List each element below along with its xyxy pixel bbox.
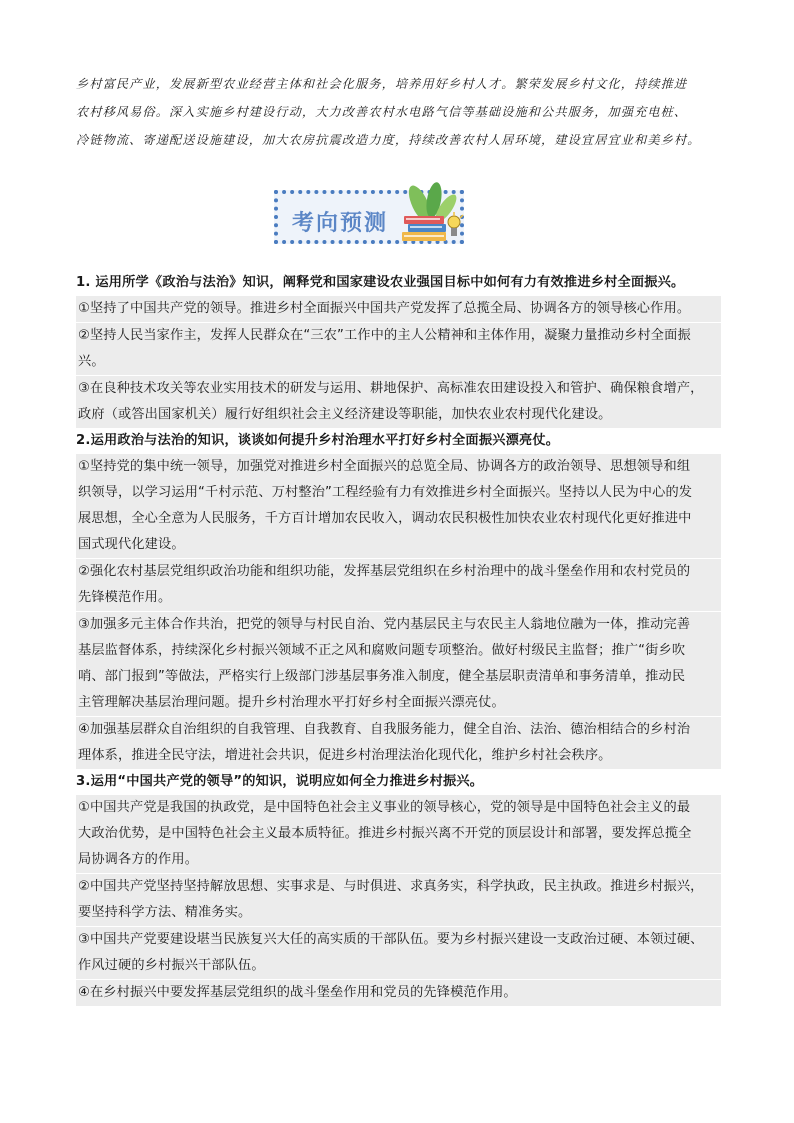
- answer-line: 要坚持科学方法、精准务实。: [78, 905, 252, 920]
- answer-line: ①坚持党的集中统一领导，加强党对推进乡村全面振兴的总览全局、协调各方的政治领导、思想领导和组: [78, 459, 691, 474]
- answer-line: 国式现代化建设。: [78, 537, 185, 552]
- banner-title: 考向预测: [292, 211, 389, 236]
- answer-block: [76, 874, 721, 926]
- answer-line: ③中国共产党要建设堪当民族复兴大任的高实质的干部队伍。要为乡村振兴建设一支政治过硬、本领过硬、: [78, 932, 704, 947]
- answer-block: [76, 795, 721, 873]
- answer-line: ①中国共产党是我国的执政党，是中国特色社会主义事业的领导核心，党的领导是中国特色社会主义的最: [78, 800, 691, 815]
- answer-line: ③在良种技术攻关等农业实用技术的研发与运用、耕地保护、高标准农田建设投入和管护、确保粮食增产，: [78, 381, 704, 396]
- answer-line: ④在乡村振兴中要发挥基层党组织的战斗堡垒作用和党员的先锋模范作用。: [78, 985, 517, 1000]
- answer-line: 织领导，以学习运用“千村示范、万村整治”工程经验有力有效推进乡村全面振兴。坚持以人民为中心的发: [78, 485, 693, 500]
- answer-block: [76, 612, 721, 716]
- question-title: 2.运用政治与法治的知识，谈谈如何提升乡村治理水平打好乡村全面振兴漂亮仗。: [76, 433, 560, 448]
- answer-line: 政府（或答出国家机关）履行好组织社会主义经济建设等职能，加快农业农村现代化建设。: [78, 407, 612, 422]
- question-title: 1. 运用所学《政治与法治》知识，阐释党和国家建设农业强国目标中如何有力有效推进乡村全面振兴。: [76, 275, 685, 290]
- answer-line: 作风过硬的乡村振兴干部队伍。: [78, 958, 265, 973]
- answer-line: ②坚持人民当家作主，发挥人民群众在“三农”工作中的主人公精神和主体作用，凝聚力量推动乡村全面振: [78, 328, 691, 343]
- answer-line: 哨、部门报到”等做法，严格实行上级部门涉基层事务准入制度，健全基层职责清单和事务清单，推动民: [78, 669, 686, 684]
- answer-line: ②强化农村基层党组织政治功能和组织功能，发挥基层党组织在乡村治理中的战斗堡垒作用和农村党员的: [78, 564, 691, 579]
- answer-line: 展思想，全心全意为人民服务，千方百计增加农民收入，调动农民积极性加快农业农村现代化更好推进中: [78, 511, 692, 526]
- intro-line: 乡村富民产业，发展新型农业经营主体和社会化服务，培养用好乡村人才。繁荣发展乡村文化，持续推进: [76, 77, 688, 91]
- answer-block: [76, 980, 721, 1006]
- answer-line: ④加强基层群众自治组织的自我管理、自我教育、自我服务能力，健全自治、法治、德治相结合的乡村治: [78, 722, 691, 737]
- answer-block: [76, 376, 721, 428]
- answer-line: 基层监督体系，持续深化乡村振兴领域不正之风和腐败问题专项整治。做好村级民主监督；推广“街乡吹: [78, 643, 686, 658]
- answer-line: 主管理解决基层治理问题。提升乡村治理水平打好乡村全面振兴漂亮仗。: [78, 695, 505, 710]
- intro-paragraph: [76, 70, 726, 154]
- answer-line: 理体系，推进全民守法，增进社会共识，促进乡村治理法治化现代化，维护乡村社会秩序。: [78, 748, 612, 763]
- answer-line: ③加强多元主体合作共治，把党的领导与村民自治、党内基层民主与农民主人翁地位融为一体，推动完善: [78, 617, 691, 632]
- answer-line: 先锋模范作用。: [78, 590, 172, 605]
- answer-line: 大政治优势，是中国特色社会主义最本质特征。推进乡村振兴离不开党的顶层设计和部署，要发挥总揽全: [78, 826, 692, 841]
- answer-line: 兴。: [78, 354, 105, 369]
- question-title: 3.运用“中国共产党的领导”的知识，说明应如何全力推进乡村振兴。: [76, 774, 484, 789]
- answer-block: [76, 323, 721, 375]
- answer-block: [76, 927, 721, 979]
- section-banner: [272, 188, 468, 246]
- answer-block: [76, 296, 721, 322]
- answer-block: [76, 559, 721, 611]
- books-plant-icon: [390, 182, 470, 246]
- intro-line: 冷链物流、寄递配送设施建设，加大农房抗震改造力度，持续改善农村人居环境，建设宜居宜业和美乡村。: [76, 133, 701, 147]
- answer-line: 局协调各方的作用。: [78, 852, 199, 867]
- answer-block: [76, 454, 721, 558]
- answer-line: ①坚持了中国共产党的领导。推进乡村全面振兴中国共产党发挥了总揽全局、协调各方的领导核心作用。: [78, 301, 691, 316]
- intro-line: 农村移风易俗。深入实施乡村建设行动，大力改善农村水电路气信等基础设施和公共服务，加强充电桩、: [76, 105, 688, 119]
- answer-block: [76, 717, 721, 769]
- question-list: [76, 270, 721, 1006]
- answer-line: ②中国共产党坚持坚持解放思想、实事求是、与时俱进、求真务实，科学执政，民主执政。推进乡村振兴，: [78, 879, 704, 894]
